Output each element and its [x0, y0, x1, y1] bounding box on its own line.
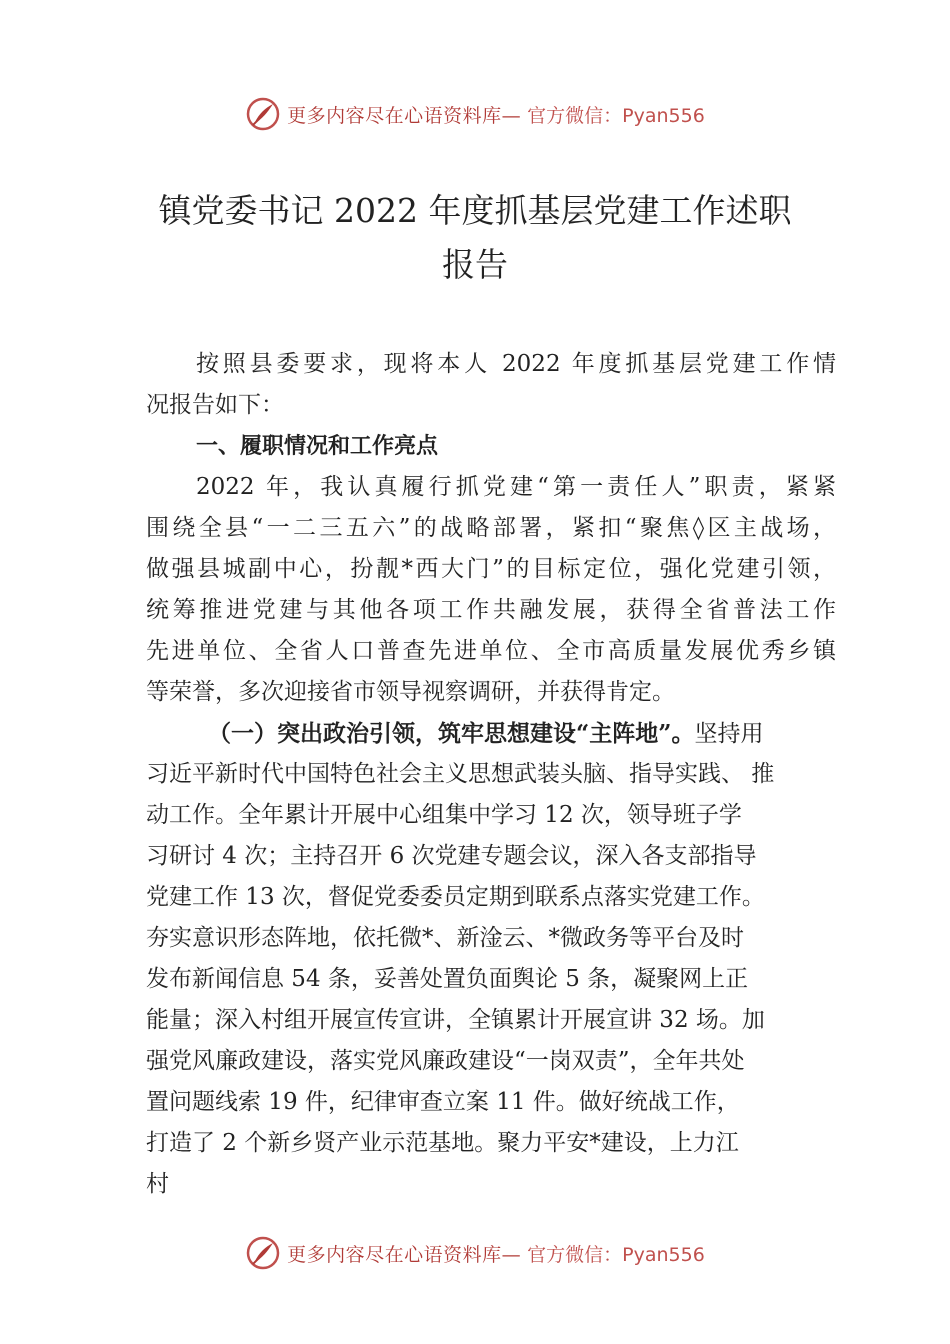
- title-line-1: 镇党委书记 2022 年度抓基层党建工作述职: [158, 191, 792, 230]
- watermark-contact-text: 官方微信：Pyan556: [527, 1243, 705, 1266]
- paragraph-line: 做强县城副中心，扮靓*西大门”的目标定位，强化党建引领，: [146, 556, 836, 582]
- section-heading: 一、履职情况和工作亮点: [196, 434, 439, 459]
- paragraph-line: 2022 年，我认真履行抓党建“第一责任人”职责，紧紧: [196, 474, 836, 500]
- subsection-title: （一）突出政治引领，筑牢思想建设“主阵地”。: [208, 720, 695, 747]
- quill-pen-logo-icon: [245, 96, 281, 132]
- paragraph-line: 打造了 2 个新乡贤产业示范基地。聚力平安*建设，上力江: [146, 1130, 739, 1156]
- paragraph-line: 党建工作 13 次，督促党委委员定期到联系点落实党建工作。: [146, 884, 765, 910]
- quill-pen-logo-icon: [245, 1235, 281, 1271]
- paragraph-line: 能量；深入村组开展宣传宣讲，全镇累计开展宣讲 32 场。加: [146, 1007, 765, 1033]
- paragraph-line: 习近平新时代中国特色社会主义思想武装头脑、指导实践、 推: [146, 761, 775, 787]
- subsection-title-line: [146, 713, 836, 754]
- watermark-main-text: 更多内容尽在心语资料库—: [287, 104, 522, 127]
- paragraph-line: 发布新闻信息 54 条，妥善处置负面舆论 5 条，凝聚网上正: [146, 966, 749, 992]
- watermark-header: [0, 94, 950, 134]
- intro-line: 按照县委要求，现将本人 2022 年度抓基层党建工作情: [196, 351, 836, 377]
- paragraph-line: 先进单位、全省人口普查先进单位、全市高质量发展优秀乡镇: [146, 638, 836, 664]
- paragraph-line: 等荣誉，多次迎接省市领导视察调研，并获得肯定。: [146, 679, 675, 705]
- paragraph-line: 统筹推进党建与其他各项工作共融发展，获得全省普法工作: [146, 597, 836, 623]
- paragraph-line: 夯实意识形态阵地，依托微*、新淦云、*微政务等平台及时: [146, 925, 744, 951]
- document-body: [146, 344, 836, 1205]
- watermark-footer: [0, 1233, 950, 1273]
- title-line-2: 报告: [442, 245, 508, 284]
- watermark-contact-text: 官方微信：Pyan556: [527, 104, 705, 127]
- paragraph-line: 围绕全县“一二三五六”的战略部署，紧扣“聚焦◊区主战场，: [146, 515, 836, 541]
- document-title: [120, 184, 830, 292]
- paragraph-line: 置问题线索 19 件，纪律审查立案 11 件。做好统战工作，: [146, 1089, 740, 1115]
- subsection-title-tail: 坚持用: [694, 721, 764, 747]
- paragraph-line: 动工作。全年累计开展中心组集中学习 12 次，领导班子学: [146, 802, 742, 828]
- paragraph-line: 习研讨 4 次；主持召开 6 次党建专题会议，深入各支部指导: [146, 843, 757, 869]
- paragraph-line: 村: [146, 1171, 169, 1197]
- watermark-main-text: 更多内容尽在心语资料库—: [287, 1243, 522, 1266]
- intro-line: 况报告如下：: [146, 392, 284, 418]
- paragraph-line: 强党风廉政建设，落实党风廉政建设“一岗双责”，全年共处: [146, 1048, 745, 1074]
